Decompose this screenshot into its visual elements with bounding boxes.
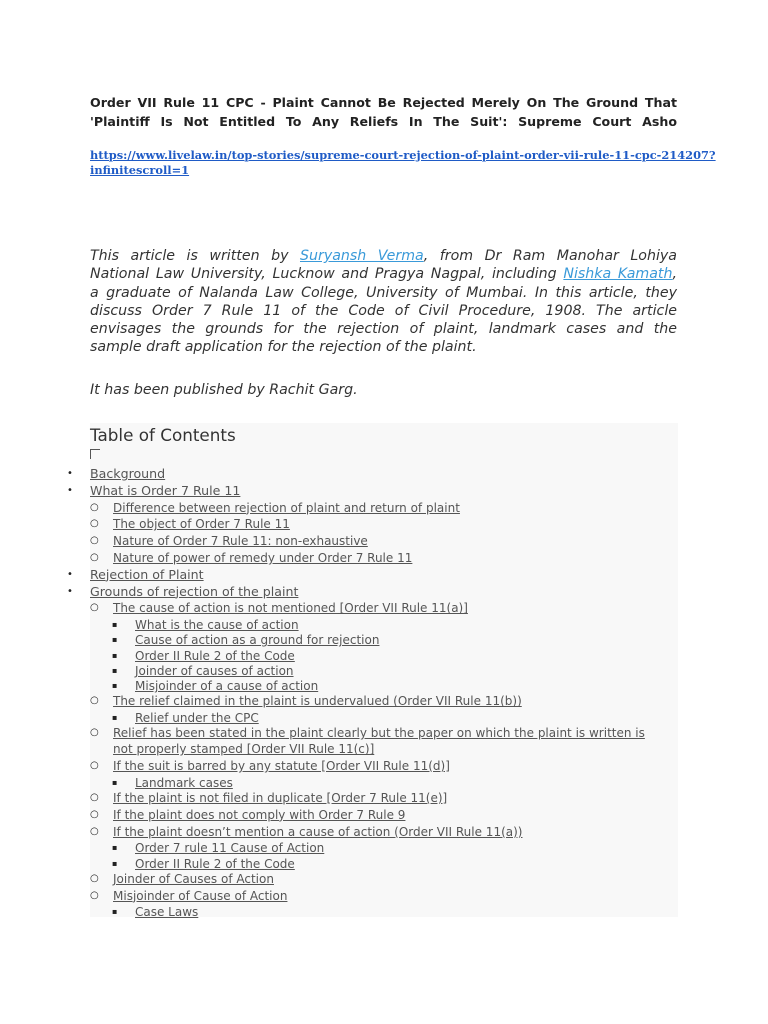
source-link-line-1[interactable]: https://www.livelaw.in/top-stories/supreme-court-rejection-of-plaint-order-vii-rule-11-cpc-214207? <box>90 148 716 162</box>
toc-bullet-icon: ▪ <box>112 650 118 660</box>
toc-link[interactable]: What is the cause of action <box>135 618 299 633</box>
toc-link[interactable]: Order II Rule 2 of the Code <box>135 648 295 663</box>
toc-bullet-icon: ▪ <box>112 843 118 853</box>
toc-bullet-icon: • <box>67 568 73 580</box>
toc-title: Table of Contents <box>90 425 236 445</box>
toc-bullet-icon: ○ <box>90 792 99 803</box>
toc-link[interactable]: If the plaint is not filed in duplicate [Order 7 Rule 11(e)] <box>113 791 448 805</box>
toc-link[interactable]: Background <box>90 466 166 481</box>
toc-bullet-icon: • <box>67 585 73 597</box>
source-link-line-2[interactable]: infinitescroll=1 <box>90 163 190 177</box>
toc-bullet-icon: ○ <box>90 727 99 739</box>
intro-line-1 <box>90 247 677 265</box>
toc-link[interactable]: The cause of action is not mentioned [Order VII Rule 11(a)] <box>113 601 468 616</box>
toc-link[interactable]: The relief claimed in the plaint is undervalued (Order VII Rule 11(b)) <box>113 694 522 709</box>
toc-bullet-icon: ○ <box>90 535 99 547</box>
intro-line-4: discuss Order 7 Rule 11 of the Code of Civil Procedure, 1908. The article <box>90 302 677 319</box>
toc-link[interactable]: If the suit is barred by any statute [Order VII Rule 11(d)] <box>113 759 450 773</box>
toc-bullet-icon: ○ <box>90 760 99 771</box>
headline-line-2: 'Plaintiff Is Not Entitled To Any Reliefs In The Suit': Supreme Court Asho <box>90 114 677 129</box>
toc-link[interactable]: Misjoinder of a cause of action <box>135 679 319 693</box>
toc-bullet-icon: ▪ <box>112 777 118 787</box>
toc-bullet-icon: ○ <box>90 602 99 614</box>
intro-line-6: sample draft application for the rejection of the plaint. <box>90 339 477 356</box>
intro-paragraph <box>90 247 677 357</box>
headline-line-1: Order VII Rule 11 CPC - Plaint Cannot Be Rejected Merely On The Ground That <box>90 95 677 110</box>
intro-line-3: a graduate of Nalanda Law College, University of Mumbai. In this article, they <box>90 284 677 301</box>
toc-bullet-icon: ○ <box>90 825 99 837</box>
toc-link[interactable]: Case Laws <box>135 905 199 920</box>
author-link-nishka[interactable]: Nishka Kamath <box>563 266 673 283</box>
toc-bullet-icon: ○ <box>90 501 99 513</box>
toc-bullet-icon: • <box>67 468 73 479</box>
toc-link[interactable]: If the plaint doesn’t mention a cause of action (Order VII Rule 11(a)) <box>113 824 523 839</box>
intro-line-2 <box>90 265 677 283</box>
article-headline <box>90 93 677 131</box>
toc-link[interactable]: Relief under the CPC <box>135 711 259 725</box>
toc-link[interactable]: Joinder of causes of action <box>135 663 294 678</box>
toc-bullet-icon: ○ <box>90 872 99 884</box>
toc-bullet-icon: ○ <box>90 889 99 901</box>
toc-bullet-icon: ○ <box>90 518 99 530</box>
intro-text: National Law University, Lucknow and Pragya Nagpal, including <box>90 266 564 283</box>
toc-bullet-icon: ▪ <box>112 713 118 722</box>
toc-link[interactable]: Difference between rejection of plaint and return of plaint <box>113 500 460 515</box>
toc-link[interactable]: Landmark cases <box>135 775 233 790</box>
toc-link[interactable]: Rejection of Plaint <box>90 566 204 582</box>
toc-link[interactable]: If the plaint does not comply with Order 7 Rule 9 <box>113 807 406 822</box>
toc-link[interactable]: Relief has been stated in the plaint clearly but the paper on which the plaint is written is <box>113 726 645 741</box>
toc-bullet-icon: ○ <box>90 552 99 563</box>
toc-bullet-icon: • <box>67 484 73 496</box>
toc-link[interactable]: Joinder of Causes of Action <box>113 871 274 886</box>
toc-link[interactable]: Nature of power of remedy under Order 7 Rule 11 <box>113 551 413 565</box>
intro-text: , from Dr Ram Manohar Lohiya <box>423 248 677 264</box>
published-by: It has been published by Rachit Garg. <box>90 382 358 398</box>
toc-link[interactable]: What is Order 7 Rule 11 <box>90 482 241 498</box>
toc-link[interactable]: Cause of action as a ground for rejection <box>135 633 380 648</box>
toc-link[interactable]: Nature of Order 7 Rule 11: non-exhaustive <box>113 534 368 549</box>
intro-text: , <box>672 266 678 283</box>
toc-link[interactable]: Order 7 rule 11 Cause of Action <box>135 841 325 856</box>
author-link-suryansh[interactable]: Suryansh Verma <box>299 248 424 264</box>
toc-bullet-icon: ▪ <box>112 858 118 868</box>
toc-link[interactable]: Grounds of rejection of the plaint <box>90 583 299 599</box>
toc-bullet-icon: ○ <box>90 695 99 707</box>
toc-link[interactable]: Misjoinder of Cause of Action <box>113 888 288 903</box>
toc-bullet-icon: ▪ <box>112 635 118 645</box>
intro-line-5: envisages the grounds for the rejection of plaint, landmark cases and the <box>90 321 677 338</box>
toc-bullet-icon: ▪ <box>112 665 118 675</box>
toc-bullet-icon: ▪ <box>112 907 118 917</box>
toc-link[interactable]: Order II Rule 2 of the Code <box>135 856 295 871</box>
intro-text: This article is written by <box>90 248 300 264</box>
toc-bullet-icon: ▪ <box>112 681 118 690</box>
toc-bullet-icon: ▪ <box>112 620 118 630</box>
toc-link-continuation[interactable]: not properly stamped [Order VII Rule 11(c)] <box>113 742 375 757</box>
toc-toggle-icon[interactable] <box>90 449 100 459</box>
source-link[interactable] <box>90 148 716 178</box>
toc-bullet-icon: ○ <box>90 808 99 820</box>
toc-link[interactable]: The object of Order 7 Rule 11 <box>113 517 290 532</box>
